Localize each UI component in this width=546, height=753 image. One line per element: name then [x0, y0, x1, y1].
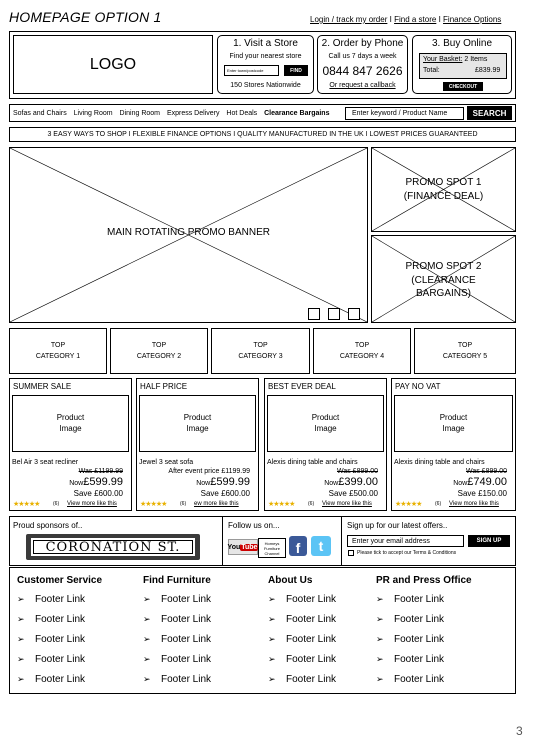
- stores-count: 150 Stores Nationwide: [230, 82, 301, 89]
- footer-link[interactable]: ➢ Footer Link: [17, 594, 86, 605]
- product-image-label: Product Image: [311, 412, 340, 433]
- category-tile-4[interactable]: [313, 328, 411, 374]
- callback-link[interactable]: Or request a callback: [329, 82, 396, 89]
- product-card-pay-no-vat[interactable]: [391, 378, 516, 511]
- category-name: CATEGORY 3: [238, 353, 283, 360]
- rating-stars-icon: ★★★★★: [13, 501, 40, 508]
- category-tile-1[interactable]: [9, 328, 107, 374]
- footer-col-pr-press: [376, 575, 472, 694]
- now-price: [69, 476, 123, 488]
- search-button[interactable]: SEARCH: [467, 106, 512, 120]
- category-name: CATEGORY 1: [35, 353, 81, 360]
- call-days: Call us 7 days a week: [328, 53, 397, 60]
- save-amount: Save £150.00: [457, 489, 507, 498]
- product-name[interactable]: Alexis dining table and chairs: [267, 459, 358, 466]
- product-image[interactable]: [267, 395, 384, 452]
- product-card-best-ever-deal[interactable]: [264, 378, 387, 511]
- facebook-icon[interactable]: f: [289, 536, 307, 556]
- arrow-icon: ➢: [17, 674, 25, 684]
- promo-spot-1[interactable]: [371, 147, 516, 232]
- product-name[interactable]: Bel Air 3 seat recliner: [12, 459, 79, 466]
- nav-item-hot-deals[interactable]: Hot Deals: [226, 110, 258, 117]
- buy-online-title: 3. Buy Online: [431, 38, 493, 49]
- arrow-icon: ➢: [268, 654, 276, 664]
- arrow-icon: ➢: [17, 634, 25, 644]
- arrow-icon: ➢: [143, 594, 151, 604]
- product-image[interactable]: [12, 395, 129, 452]
- footer-link[interactable]: ➢ Footer Link: [17, 634, 86, 645]
- page-number: 3: [516, 724, 523, 738]
- review-count: (6): [180, 501, 187, 507]
- footer-link[interactable]: ➢ Footer Link: [17, 674, 86, 685]
- find-store-link[interactable]: Find a store: [394, 15, 437, 24]
- review-count: (6): [53, 501, 60, 507]
- arrow-icon: ➢: [143, 634, 151, 644]
- footer-col-customer-service: [17, 575, 102, 694]
- arrow-icon: ➢: [17, 614, 25, 624]
- logo[interactable]: LOGO: [13, 35, 213, 94]
- order-phone-title: 2. Order by Phone: [321, 38, 404, 49]
- footer-link[interactable]: ➢ Footer Link: [268, 674, 337, 685]
- footer-link[interactable]: ➢ Footer Link: [376, 634, 445, 645]
- product-card-half-price[interactable]: [136, 378, 259, 511]
- arrow-icon: ➢: [376, 654, 384, 664]
- arrow-icon: ➢: [143, 674, 151, 684]
- product-card-heading: BEST EVER DEAL: [268, 382, 336, 391]
- arrow-icon: ➢: [143, 614, 151, 624]
- footer-link[interactable]: ➢ Footer Link: [376, 654, 445, 665]
- follow-us-label: Follow us on...: [228, 521, 280, 530]
- arrow-icon: ➢: [268, 674, 276, 684]
- nav-item-dining-room[interactable]: Dining Room: [119, 110, 160, 117]
- footer-link[interactable]: ➢ Footer Link: [376, 674, 445, 685]
- product-card-heading: SUMMER SALE: [13, 382, 72, 391]
- footer-link[interactable]: ➢ Footer Link: [17, 614, 86, 625]
- main-banner-label: MAIN ROTATING PROMO BANNER: [107, 227, 270, 238]
- arrow-icon: ➢: [376, 594, 384, 604]
- save-amount: Save £500.00: [328, 489, 378, 498]
- promo-spot-2-label: PROMO SPOT 2 (CLEARANCE BARGAINS): [405, 261, 482, 299]
- now-price-value: £599.99: [210, 476, 250, 488]
- postcode-input[interactable]: Enter town/postcode: [224, 65, 279, 76]
- view-more-link[interactable]: ew more like this: [194, 501, 239, 507]
- footer-heading: PR and Press Office: [376, 575, 472, 586]
- footer-link[interactable]: ➢ Footer Link: [143, 614, 212, 625]
- footer-link[interactable]: ➢ Footer Link: [268, 614, 337, 625]
- now-price-value: £599.99: [83, 476, 123, 488]
- phone-number[interactable]: 0844 847 2626: [322, 64, 403, 78]
- rating-stars-icon: ★★★★★: [268, 501, 295, 508]
- now-label: Now: [196, 480, 211, 487]
- footer-heading: Customer Service: [17, 575, 103, 586]
- product-name[interactable]: Jewel 3 seat sofa: [139, 459, 194, 466]
- footer-link[interactable]: ➢ Footer Link: [143, 674, 212, 685]
- category-tile-2[interactable]: [110, 328, 208, 374]
- footer-link[interactable]: ➢ Footer Link: [268, 594, 337, 605]
- terms-label: Please tick to accept our Terms & Conditions: [357, 550, 457, 556]
- footer-heading: Find Furniture: [143, 575, 211, 586]
- arrow-icon: ➢: [268, 614, 276, 624]
- footer-col-about-us: [268, 575, 336, 694]
- visit-store-panel: [217, 35, 314, 94]
- category-tile-5[interactable]: [414, 328, 516, 374]
- newsletter-label: Sign up for our latest offers..: [347, 521, 448, 530]
- nav-item-sofas[interactable]: Sofas and Chairs: [13, 110, 67, 117]
- search-input[interactable]: Enter keyword / Product Name: [345, 107, 464, 120]
- product-image[interactable]: [394, 395, 513, 452]
- login-link[interactable]: Login / track my order: [310, 15, 388, 24]
- arrow-icon: ➢: [143, 654, 151, 664]
- top-links: [310, 15, 501, 24]
- sponsor-label: Proud sponsors of..: [13, 521, 83, 530]
- banner-dot-3[interactable]: [348, 308, 360, 320]
- footer-link[interactable]: ➢ Footer Link: [376, 614, 445, 625]
- category-label: TOP: [253, 341, 268, 349]
- find-button[interactable]: FIND: [284, 65, 308, 76]
- arrow-icon: ➢: [268, 594, 276, 604]
- arrow-icon: ➢: [268, 634, 276, 644]
- banner-dot-1[interactable]: [308, 308, 320, 320]
- rating-stars-icon: ★★★★★: [140, 501, 167, 508]
- separator: I: [438, 15, 441, 24]
- now-label: Now: [69, 480, 84, 487]
- separator: I: [389, 15, 392, 24]
- coronation-street-logo-text: CORONATION ST.: [31, 538, 195, 556]
- was-price: Was £899.00: [466, 468, 507, 475]
- footer-link[interactable]: ➢ Footer Link: [376, 594, 445, 605]
- visit-store-title: 1. Visit a Store: [233, 38, 298, 49]
- footer-link[interactable]: ➢ Footer Link: [143, 634, 212, 645]
- now-price-value: £749.00: [467, 476, 507, 488]
- rating-stars-icon: ★★★★★: [395, 501, 422, 508]
- basket-label: Your Basket:: [423, 56, 463, 63]
- youtube-icon[interactable]: [228, 539, 258, 555]
- product-image-label: Product Image: [183, 412, 212, 433]
- twitter-icon[interactable]: t: [311, 536, 331, 556]
- was-price: Was £899.00: [337, 468, 378, 475]
- coronation-street-logo[interactable]: [26, 534, 200, 560]
- footer-col-find-furniture: [143, 575, 211, 694]
- channel-label[interactable]: Homeys Furniture Channel: [258, 538, 286, 558]
- now-label: Now: [324, 480, 339, 487]
- sign-up-button[interactable]: SIGN UP: [468, 535, 510, 547]
- category-name: CATEGORY 5: [442, 353, 488, 360]
- view-more-link[interactable]: View more like this: [67, 501, 117, 507]
- nav-item-express-delivery[interactable]: Express Delivery: [166, 110, 220, 117]
- nav-items: [13, 110, 329, 117]
- total-value: £839.99: [475, 67, 501, 74]
- checkout-button[interactable]: CHECKOUT: [443, 82, 483, 91]
- now-price: [196, 476, 250, 488]
- footer-heading: About Us: [268, 575, 313, 586]
- visit-store-line: Find your nearest store: [229, 53, 302, 60]
- product-card-summer-sale[interactable]: [9, 378, 132, 511]
- product-card-heading: PAY NO VAT: [395, 382, 441, 391]
- now-price: [324, 476, 378, 488]
- product-image[interactable]: [139, 395, 256, 452]
- category-label: TOP: [50, 341, 66, 349]
- strip-divider: [222, 516, 223, 566]
- view-more-link[interactable]: View more like this: [322, 501, 372, 507]
- arrow-icon: ➢: [376, 674, 384, 684]
- arrow-icon: ➢: [17, 654, 25, 664]
- footer-link[interactable]: ➢ Footer Link: [268, 654, 337, 665]
- basket-items: 2 Items: [464, 56, 488, 63]
- product-name[interactable]: Alexis dining table and chairs: [394, 459, 485, 466]
- basket-box[interactable]: [419, 53, 507, 79]
- youtube-tube: Tube: [241, 543, 258, 551]
- promo-spot-2[interactable]: [371, 235, 516, 323]
- now-label: Now: [453, 480, 468, 487]
- banner-dot-2[interactable]: [328, 308, 340, 320]
- nav-item-clearance[interactable]: Clearance Bargains: [264, 110, 330, 117]
- category-tile-3[interactable]: [211, 328, 310, 374]
- was-price: After event price £1199.99: [168, 468, 250, 475]
- footer-link[interactable]: ➢ Footer Link: [143, 594, 212, 605]
- category-name: CATEGORY 2: [136, 353, 182, 360]
- footer-link[interactable]: ➢ Footer Link: [143, 654, 212, 665]
- product-card-heading: HALF PRICE: [140, 382, 188, 391]
- footer-link[interactable]: ➢ Footer Link: [17, 654, 86, 665]
- main-promo-banner[interactable]: [9, 147, 368, 323]
- arrow-icon: ➢: [376, 634, 384, 644]
- category-name: CATEGORY 4: [339, 353, 385, 360]
- order-phone-panel: [317, 35, 408, 94]
- finance-options-link[interactable]: Finance Options: [443, 15, 502, 24]
- usp-bar: 3 EASY WAYS TO SHOP I FLEXIBLE FINANCE OPTIONS I QUALITY MANUFACTURED IN THE UK I LOWEST PRICES GUARANTEED: [9, 127, 516, 142]
- review-count: (6): [308, 501, 315, 507]
- review-count: (6): [435, 501, 442, 507]
- email-field[interactable]: Enter your email address: [347, 535, 464, 547]
- strip-divider: [341, 516, 342, 566]
- was-price: Was £1199.99: [78, 468, 123, 475]
- buy-online-panel: [412, 35, 512, 94]
- category-label: TOP: [151, 341, 167, 349]
- youtube-you: You: [227, 543, 241, 551]
- category-label: TOP: [457, 341, 473, 349]
- now-price: [453, 476, 507, 488]
- footer-link[interactable]: ➢ Footer Link: [268, 634, 337, 645]
- total-label: Total:: [423, 67, 440, 74]
- save-amount: Save £600.00: [73, 489, 123, 498]
- arrow-icon: ➢: [17, 594, 25, 604]
- view-more-link[interactable]: View more like this: [449, 501, 499, 507]
- terms-checkbox[interactable]: [348, 550, 354, 556]
- nav-item-living-room[interactable]: Living Room: [73, 110, 113, 117]
- page-title: HOMEPAGE OPTION 1: [9, 9, 162, 25]
- category-label: TOP: [354, 341, 370, 349]
- save-amount: Save £600.00: [200, 489, 250, 498]
- product-image-label: Product Image: [439, 412, 468, 433]
- promo-spot-1-label: PROMO SPOT 1 (FINANCE DEAL): [403, 177, 484, 202]
- product-image-label: Product Image: [56, 412, 85, 433]
- arrow-icon: ➢: [376, 614, 384, 624]
- now-price-value: £399.00: [338, 476, 378, 488]
